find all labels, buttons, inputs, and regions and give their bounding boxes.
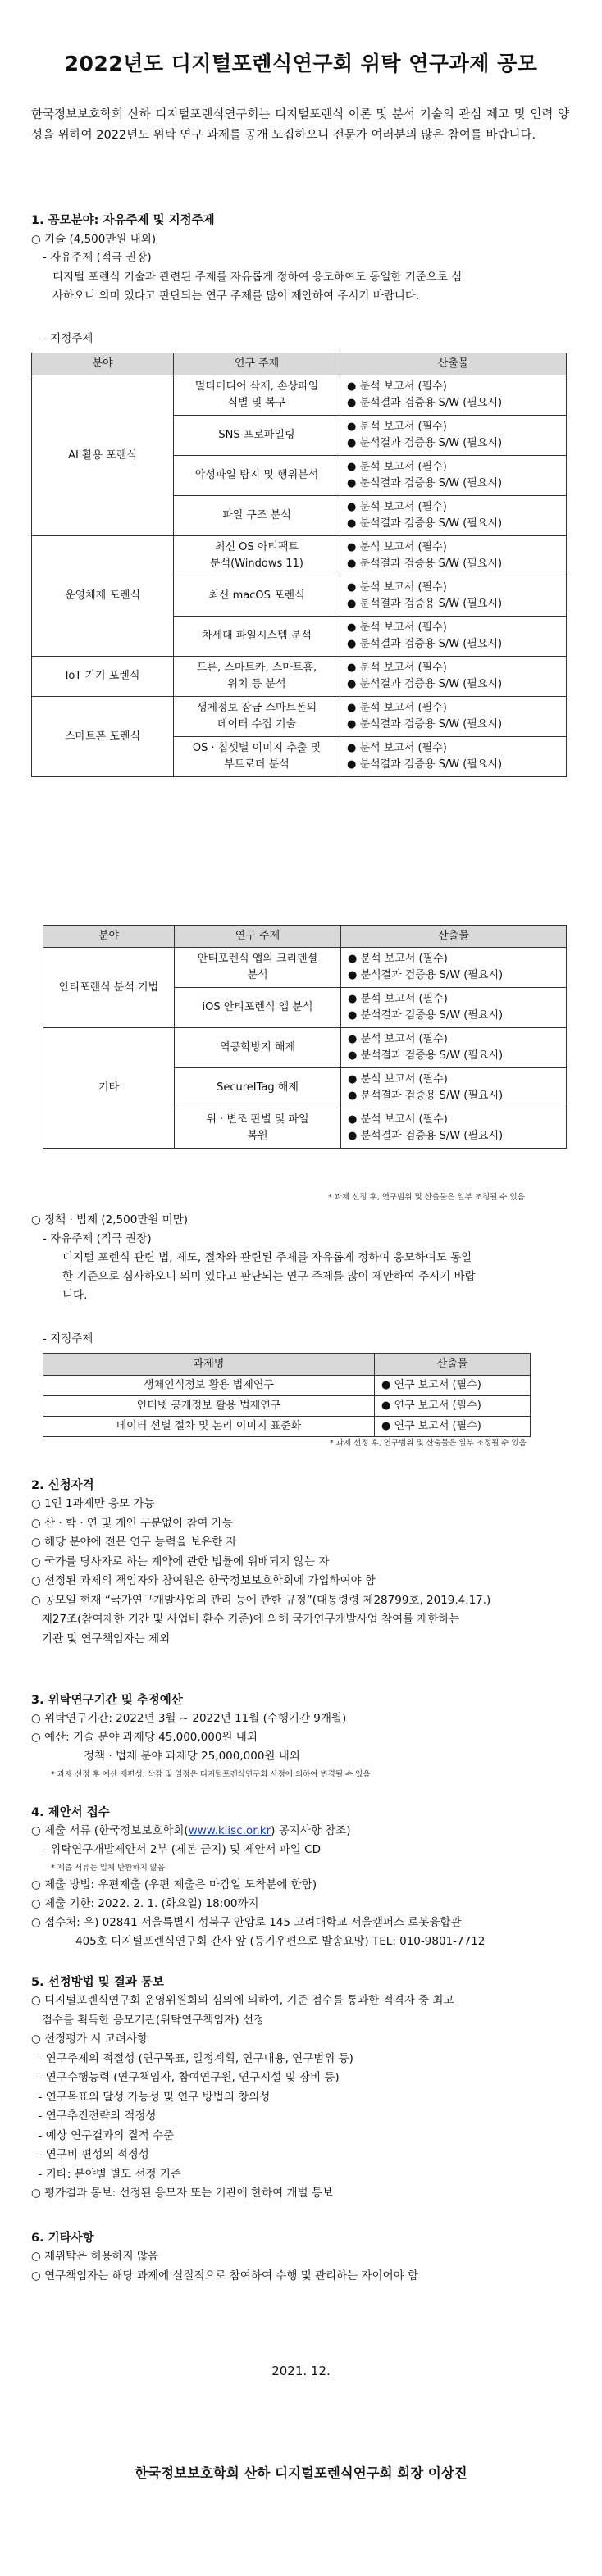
topic-line: 최신 OS 아티팩트: [214, 541, 299, 553]
budget-policy: 정책 · 법제 분야 과제당 25,000,000원 내외: [84, 1750, 300, 1763]
table-row: [43, 948, 567, 988]
intro-paragraph: 한국정보보호학회 산하 디지털포렌식연구회는 디지털포렌식 이론 및 분석 기술의 관심 제고 및 인력 양성을 위하여 2022년도 위탁 연구 과제를 공개 모집하오니 전문가 여러분의 많은 참여를 바랍니다.: [31, 108, 569, 142]
signature: 한국정보보호학회 산하 디지털포렌식연구회 회장 이상진: [135, 2465, 467, 2481]
output-cell: [340, 657, 567, 697]
body-line: - 연구추진전략의 적정성: [31, 2109, 157, 2123]
output-line-required: ● 분석 보고서 (필수): [347, 421, 447, 433]
policy-output-cell: ● 연구 보고서 (필수): [375, 1417, 531, 1437]
output-cell: [340, 536, 567, 576]
submission-docs-detail: - 위탁연구개발제안서 2부 (제본 금지) 및 제안서 파일 CD: [43, 1843, 321, 1856]
topic-cell: [174, 456, 340, 496]
topic-line: 악성파일 탐지 및 행위분석: [194, 469, 319, 481]
body-line: ○ 재위탁은 허용하지 않음: [31, 2250, 159, 2263]
policy-topic-cell: 생체인식정보 활용 법제연구: [43, 1376, 375, 1396]
column-header: 산출물: [375, 1354, 531, 1376]
output-line-optional: ● 분석결과 검증용 S/W (필요시): [348, 969, 504, 981]
budget-tech: ○ 예산: 기술 분야 과제당 45,000,000원 내외: [31, 1731, 258, 1744]
table-row: [32, 536, 567, 576]
topic-line: 역공학방지 해제: [219, 1041, 296, 1054]
table-header-row: [32, 353, 567, 375]
output-cell: [340, 617, 567, 657]
designated-topic-label: - 지정주제: [43, 332, 93, 345]
output-line-required: ● 분석 보고서 (필수): [347, 501, 447, 513]
submission-docs: [31, 1822, 351, 1841]
section-5-heading: 5. 선정방법 및 결과 통보: [31, 1976, 164, 1989]
table-row: [32, 375, 567, 416]
body-line: ○ 연구책임자는 해당 과제에 실질적으로 참여하여 수행 및 관리하는 자이어야 함: [31, 2269, 419, 2282]
topic-cell: [174, 375, 340, 416]
topic-line: SecureITag 해제: [217, 1081, 299, 1094]
output-cell: [340, 697, 567, 737]
field-cell: 스마트폰 포렌식: [32, 697, 174, 777]
submission-deadline: ○ 제출 기한: 2022. 2. 1. (화요일) 18:00까지: [31, 1897, 259, 1910]
topic-line: 안티포렌식 앱의 크리덴셜: [197, 953, 318, 965]
policy-desc-2: 한 기준으로 심사하오니 의미 있다고 판단되는 연구 주제를 많이 제안하여 주시기 바랍: [62, 1270, 476, 1283]
submission-address-2: 405호 디지털포렌식연구회 간사 앞 (등기우편으로 발송요망) TEL: 010-9801-7712: [75, 1935, 486, 1948]
output-cell: [341, 948, 567, 988]
tech-topic-table-1: [31, 353, 567, 777]
output-cell: [341, 1068, 567, 1108]
page-title: 2022년도 디지털포렌식연구회 위탁 연구과제 공모: [64, 52, 538, 75]
policy-desc-3: 니다.: [62, 1289, 88, 1302]
output-line-required: ● 분석 보고서 (필수): [347, 461, 447, 473]
body-line: ○ 선정평가 시 고려사항: [31, 2032, 148, 2046]
output-line-optional: ● 분석결과 검증용 S/W (필요시): [347, 598, 503, 610]
policy-topic-cell: 데이터 선별 절차 및 논리 이미지 표준화: [43, 1417, 375, 1437]
field-cell: IoT 기기 포렌식: [32, 657, 174, 697]
output-line-required: ● 분석 보고서 (필수): [348, 1033, 448, 1045]
column-header: 연구 주제: [175, 926, 341, 948]
output-line-optional: ● 분석결과 검증용 S/W (필요시): [348, 1130, 504, 1142]
output-line-optional: ● 분석결과 검증용 S/W (필요시): [347, 437, 503, 449]
topic-cell: [174, 657, 340, 697]
output-line-optional: ● 분석결과 검증용 S/W (필요시): [347, 678, 503, 690]
policy-budget: ○ 정책 · 법제 (2,500만원 미만): [31, 1213, 189, 1227]
topic-line: 멀티미디어 삭제, 손상파일: [194, 380, 319, 393]
output-cell: [340, 737, 567, 777]
body-line: 점수를 획득한 응모기관(위탁연구책임자) 선정: [31, 2013, 265, 2027]
topic-line: 드론, 스마트카, 스마트홈,: [196, 662, 317, 674]
table-row: [32, 697, 567, 737]
body-line: - 연구목표의 달성 가능성 및 연구 방법의 창의성: [31, 2090, 271, 2104]
output-line-optional: ● 분석결과 검증용 S/W (필요시): [348, 1009, 504, 1022]
announcement-date: 2021. 12.: [271, 2364, 331, 2378]
section-5-body: [31, 1991, 572, 2204]
output-cell: [341, 1108, 567, 1149]
body-line: - 예상 연구결과의 질적 수준: [31, 2128, 175, 2142]
body-line: - 연구수행능력 (연구책임자, 참여연구원, 연구시설 및 장비 등): [31, 2071, 340, 2084]
topic-line: 데이터 수집 기술: [217, 718, 297, 730]
body-line: ○ 선정된 과제의 책임자와 참여원은 한국정보보호학회에 가입하여야 함: [31, 1574, 376, 1587]
topic-cell: [175, 1068, 341, 1108]
output-line-required: ● 분석 보고서 (필수): [347, 742, 447, 754]
topic-cell: [175, 988, 341, 1028]
table-row: [43, 1396, 531, 1417]
output-line-optional: ● 분석결과 검증용 S/W (필요시): [348, 1090, 504, 1102]
output-cell: [340, 375, 567, 416]
free-topic-desc-2: 사하오니 의미 있다고 판단되는 연구 주제를 많이 제안하여 주시기 바랍니다.: [52, 289, 420, 303]
section-4-heading: 4. 제안서 접수: [31, 1806, 110, 1819]
section-2-heading: 2. 신청자격: [31, 1479, 94, 1492]
topic-line: 분석: [247, 969, 268, 981]
body-line: 제27조(참여제한 기간 및 사업비 환수 기준)에 의해 국가연구개발사업 참여를 제한하는: [31, 1613, 460, 1626]
column-header: 분야: [43, 926, 175, 948]
output-line-required: ● 분석 보고서 (필수): [348, 993, 448, 1005]
field-cell: AI 활용 포렌식: [32, 375, 174, 536]
topic-cell: [175, 1028, 341, 1068]
policy-output-cell: ● 연구 보고서 (필수): [375, 1396, 531, 1417]
section-1-heading: 1. 공모분야: 자유주제 및 지정주제: [31, 214, 215, 227]
topic-line: SNS 프로파일링: [218, 429, 295, 441]
section-6-body: [31, 2247, 572, 2286]
body-line: ○ 해당 분야에 전문 연구 능력을 보유한 자: [31, 1536, 237, 1549]
submission-method: ○ 제출 방법: 우편제출 (우편 제출은 마감일 도착분에 한함): [31, 1878, 317, 1891]
body-line: ○ 국가를 당사자로 하는 계약에 관한 법률에 위배되지 않는 자: [31, 1554, 330, 1568]
output-line-optional: ● 분석결과 검증용 S/W (필요시): [347, 718, 503, 730]
policy-free-topic-label: - 자유주제 (적극 권장): [43, 1232, 152, 1245]
table-row: [32, 657, 567, 697]
submission-docs-suffix: ) 공지사항 참조): [271, 1824, 351, 1837]
table-note: * 과제 선정 후, 연구범위 및 산출물은 일부 조정될 수 있음: [328, 1193, 525, 1202]
research-period: ○ 위탁연구기간: 2022년 3월 ~ 2022년 11월 (수행기간 9개월): [31, 1712, 347, 1725]
policy-output-cell: ● 연구 보고서 (필수): [375, 1376, 531, 1396]
output-line-required: ● 분석 보고서 (필수): [347, 702, 447, 714]
output-line-optional: ● 분석결과 검증용 S/W (필요시): [347, 517, 503, 530]
topic-cell: [174, 496, 340, 536]
body-line: ○ 디지털포렌식연구회 운영위원회의 심의에 의하여, 기준 점수를 통과한 적격자 중 최고: [31, 1994, 454, 2007]
output-cell: [340, 456, 567, 496]
submission-docs-prefix: ○ 제출 서류 (한국정보보호학회(: [31, 1824, 189, 1837]
topic-cell: [175, 1108, 341, 1149]
output-line-required: ● 분석 보고서 (필수): [347, 541, 447, 553]
column-header: 산출물: [341, 926, 567, 948]
column-header: 연구 주제: [174, 353, 340, 375]
field-cell: 운영체제 포렌식: [32, 536, 174, 657]
policy-desc-1: 디지털 포렌식 관련 법, 제도, 절차와 관련된 주제를 자유롭게 정하여 응모하여도 동일: [62, 1251, 472, 1264]
topic-cell: [174, 536, 340, 576]
output-line-required: ● 분석 보고서 (필수): [347, 380, 447, 393]
topic-line: 식별 및 복구: [227, 397, 286, 409]
output-line-required: ● 분석 보고서 (필수): [348, 1073, 448, 1085]
output-line-required: ● 분석 보고서 (필수): [347, 662, 447, 674]
body-line: ○ 1인 1과제만 응모 가능: [31, 1497, 155, 1510]
body-line: - 기타: 분야별 별도 선정 기준: [31, 2167, 181, 2181]
section-2-body: [31, 1495, 572, 1649]
table-header-row: [43, 1354, 531, 1376]
body-line: - 연구주제의 적절성 (연구목표, 일정계획, 연구내용, 연구범위 등): [31, 2051, 353, 2065]
topic-line: 차세대 파일시스템 분석: [202, 630, 312, 642]
submission-address: ○ 접수처: 우) 02841 서울특별시 성북구 안암로 145 고려대학교 서울캠퍼스 로봇융합관: [31, 1916, 462, 1929]
topic-line: 최신 macOS 포렌식: [208, 589, 305, 602]
topic-line: 복원: [247, 1130, 268, 1142]
output-cell: [341, 988, 567, 1028]
output-line-optional: ● 분석결과 검증용 S/W (필요시): [347, 477, 503, 489]
field-cell: 기타: [43, 1028, 175, 1149]
topic-line: iOS 안티포렌식 앱 분석: [202, 1001, 313, 1013]
output-line-optional: ● 분석결과 검증용 S/W (필요시): [348, 1049, 504, 1062]
topic-line: 파일 구조 분석: [222, 509, 291, 521]
output-line-required: ● 분석 보고서 (필수): [347, 581, 447, 594]
output-cell: [340, 576, 567, 617]
output-line-optional: ● 분석결과 검증용 S/W (필요시): [347, 758, 503, 771]
policy-table-note: * 과제 선정 후, 연구범위 및 산출물은 일부 조정될 수 있음: [330, 1439, 527, 1448]
free-topic-label: - 자유주제 (적극 권장): [43, 251, 152, 264]
body-line: ○ 공모일 현재 “국가연구개발사업의 관리 등에 관한 규정”(대통령령 제28799호, 2019.4.17.): [31, 1593, 491, 1607]
free-topic-desc-1: 디지털 포렌식 기술과 관련된 주제를 자유롭게 정하여 응모하여도 동일한 기준으로 심: [52, 271, 463, 284]
tech-topic-table-2: [43, 925, 567, 1149]
tech-budget: ○ 기술 (4,500만원 내외): [31, 233, 157, 246]
field-cell: 안티포렌식 분석 기법: [43, 948, 175, 1028]
column-header: 산출물: [340, 353, 567, 375]
output-cell: [340, 496, 567, 536]
column-header: 분야: [32, 353, 174, 375]
topic-cell: [175, 948, 341, 988]
body-line: ○ 평가결과 통보: 선정된 응모자 또는 기관에 한하여 개별 통보: [31, 2187, 333, 2200]
body-line: 기관 및 연구책임자는 제외: [31, 1632, 171, 1645]
topic-line: 생체정보 잠금 스마트폰의: [196, 702, 317, 714]
topic-line: 위 · 변조 판별 및 파일: [206, 1113, 309, 1126]
table-row: [43, 1028, 567, 1068]
output-line-optional: ● 분석결과 검증용 S/W (필요시): [347, 397, 503, 409]
section-3-heading: 3. 위탁연구기간 및 추정예산: [31, 1694, 183, 1707]
kiisc-website-link[interactable]: www.kiisc.or.kr: [188, 1824, 271, 1837]
table-row: [43, 1417, 531, 1437]
topic-line: 분석(Windows 11): [210, 558, 303, 570]
topic-cell: [174, 737, 340, 777]
topic-line: 워치 등 분석: [227, 678, 286, 690]
policy-topic-cell: 인터넷 공개정보 활용 법제연구: [43, 1396, 375, 1417]
column-header: 과제명: [43, 1354, 375, 1376]
output-line-required: ● 분석 보고서 (필수): [348, 1113, 448, 1126]
output-line-optional: ● 분석결과 검증용 S/W (필요시): [347, 558, 503, 570]
topic-line: OS · 칩셋별 이미지 추출 및: [192, 742, 322, 754]
topic-cell: [174, 416, 340, 456]
output-cell: [341, 1028, 567, 1068]
section-6-heading: 6. 기타사항: [31, 2232, 94, 2245]
body-line: - 연구비 편성의 적정성: [31, 2148, 149, 2161]
topic-cell: [174, 576, 340, 617]
topic-line: 부트로더 분석: [224, 758, 290, 771]
table-header-row: [43, 926, 567, 948]
output-cell: [340, 416, 567, 456]
output-line-optional: ● 분석결과 검증용 S/W (필요시): [347, 638, 503, 650]
budget-note: * 과제 선정 후 예산 재편성, 삭감 및 일정은 디지털포렌식연구회 사정에 의하여 변경될 수 있음: [51, 1770, 371, 1779]
topic-cell: [174, 617, 340, 657]
policy-topic-table: [43, 1353, 531, 1437]
table-row: [43, 1376, 531, 1396]
policy-designated-label: - 지정주제: [43, 1332, 93, 1345]
output-line-required: ● 분석 보고서 (필수): [347, 621, 447, 634]
submission-note: * 제출 서류는 일체 반환하지 않음: [51, 1864, 166, 1873]
output-line-required: ● 분석 보고서 (필수): [348, 953, 448, 965]
body-line: ○ 산 · 학 · 연 및 개인 구분없이 참여 가능: [31, 1516, 233, 1530]
topic-cell: [174, 697, 340, 737]
